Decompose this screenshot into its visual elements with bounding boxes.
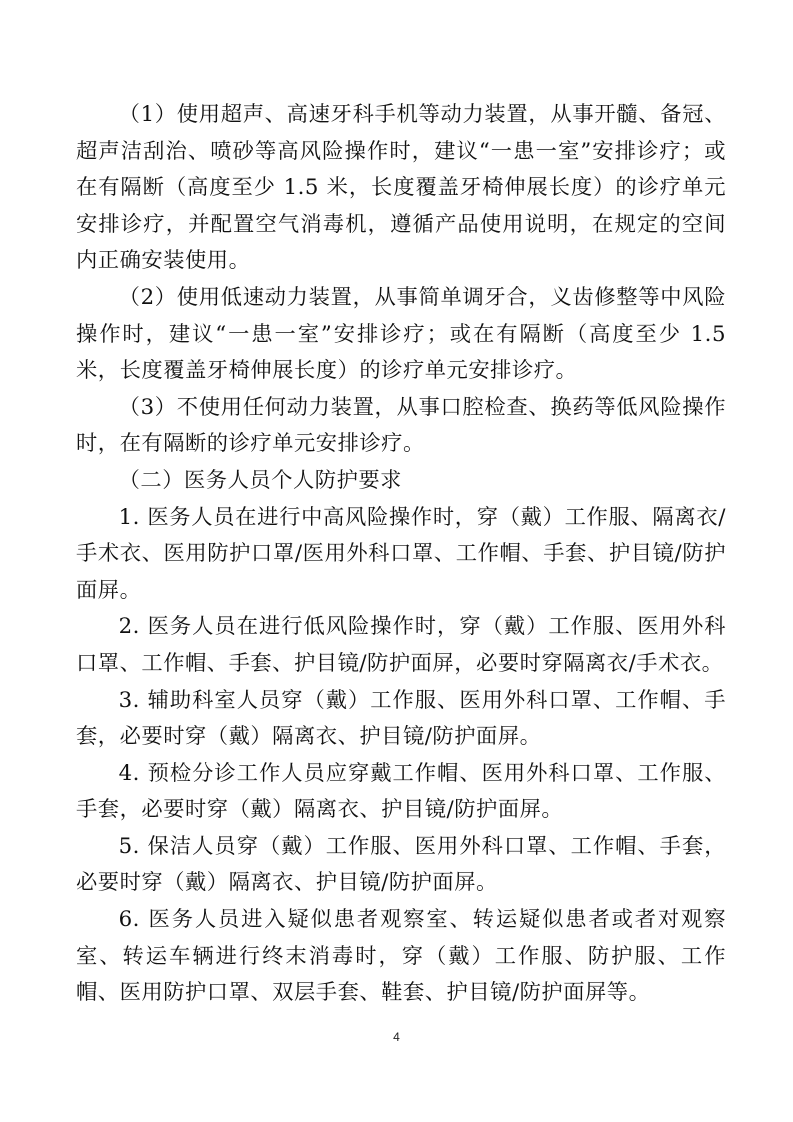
paragraph-item-4: 4. 预检分诊工作人员应穿戴工作帽、医用外科口罩、工作服、手套，必要时穿（戴）隔离衣、护目镜/防护面屏。 [76, 760, 726, 823]
paragraph-item-3: 3. 辅助科室人员穿（戴）工作服、医用外科口罩、工作帽、手套，必要时穿（戴）隔离衣、护目镜/防护面屏。 [76, 687, 726, 750]
paragraph-medium-risk-operations: （2）使用低速动力装置，从事简单调牙合，义齿修整等中风险操作时，建议“一患一室”安排诊疗；或在有隔断（高度至少 1.5 米，长度覆盖牙椅伸展长度）的诊疗单元安排诊疗。 [76, 284, 726, 384]
paragraph-low-risk-operations: （3）不使用任何动力装置，从事口腔检查、换药等低风险操作时，在有隔断的诊疗单元安排诊疗。 [76, 394, 726, 457]
paragraph-item-2: 2. 医务人员在进行低风险操作时，穿（戴）工作服、医用外科口罩、工作帽、手套、护目镜/防护面屏，必要时穿隔离衣/手术衣。 [76, 614, 726, 676]
paragraph-high-risk-operations: （1）使用超声、高速牙科手机等动力装置，从事开髓、备冠、超声洁刮治、喷砂等高风险操作时，建议“一患一室”安排诊疗；或在有隔断（高度至少 1.5 米，长度覆盖牙椅伸展长度）的诊疗单元安排诊疗，并配置空气消毒机，遵循产品使用说明，在规定的空间内正确安装使用。 [76, 102, 726, 274]
document-body [76, 97, 726, 1012]
paragraph-item-6: 6. 医务人员进入疑似患者观察室、转运疑似患者或者对观察室、转运车辆进行终末消毒时，穿（戴）工作服、防护服、工作帽、医用防护口罩、双层手套、鞋套、护目镜/防护面屏等。 [76, 907, 726, 1006]
section-heading-personal-protection: （二）医务人员个人防护要求 [118, 467, 402, 493]
page-number: 4 [393, 1030, 400, 1044]
paragraph-item-5: 5. 保洁人员穿（戴）工作服、医用外科口罩、工作帽、手套，必要时穿（戴）隔离衣、护目镜/防护面屏。 [76, 833, 726, 896]
paragraph-item-1: 1. 医务人员在进行中高风险操作时，穿（戴）工作服、隔离衣/手术衣、医用防护口罩/医用外科口罩、工作帽、手套、护目镜/防护面屏。 [76, 504, 726, 603]
